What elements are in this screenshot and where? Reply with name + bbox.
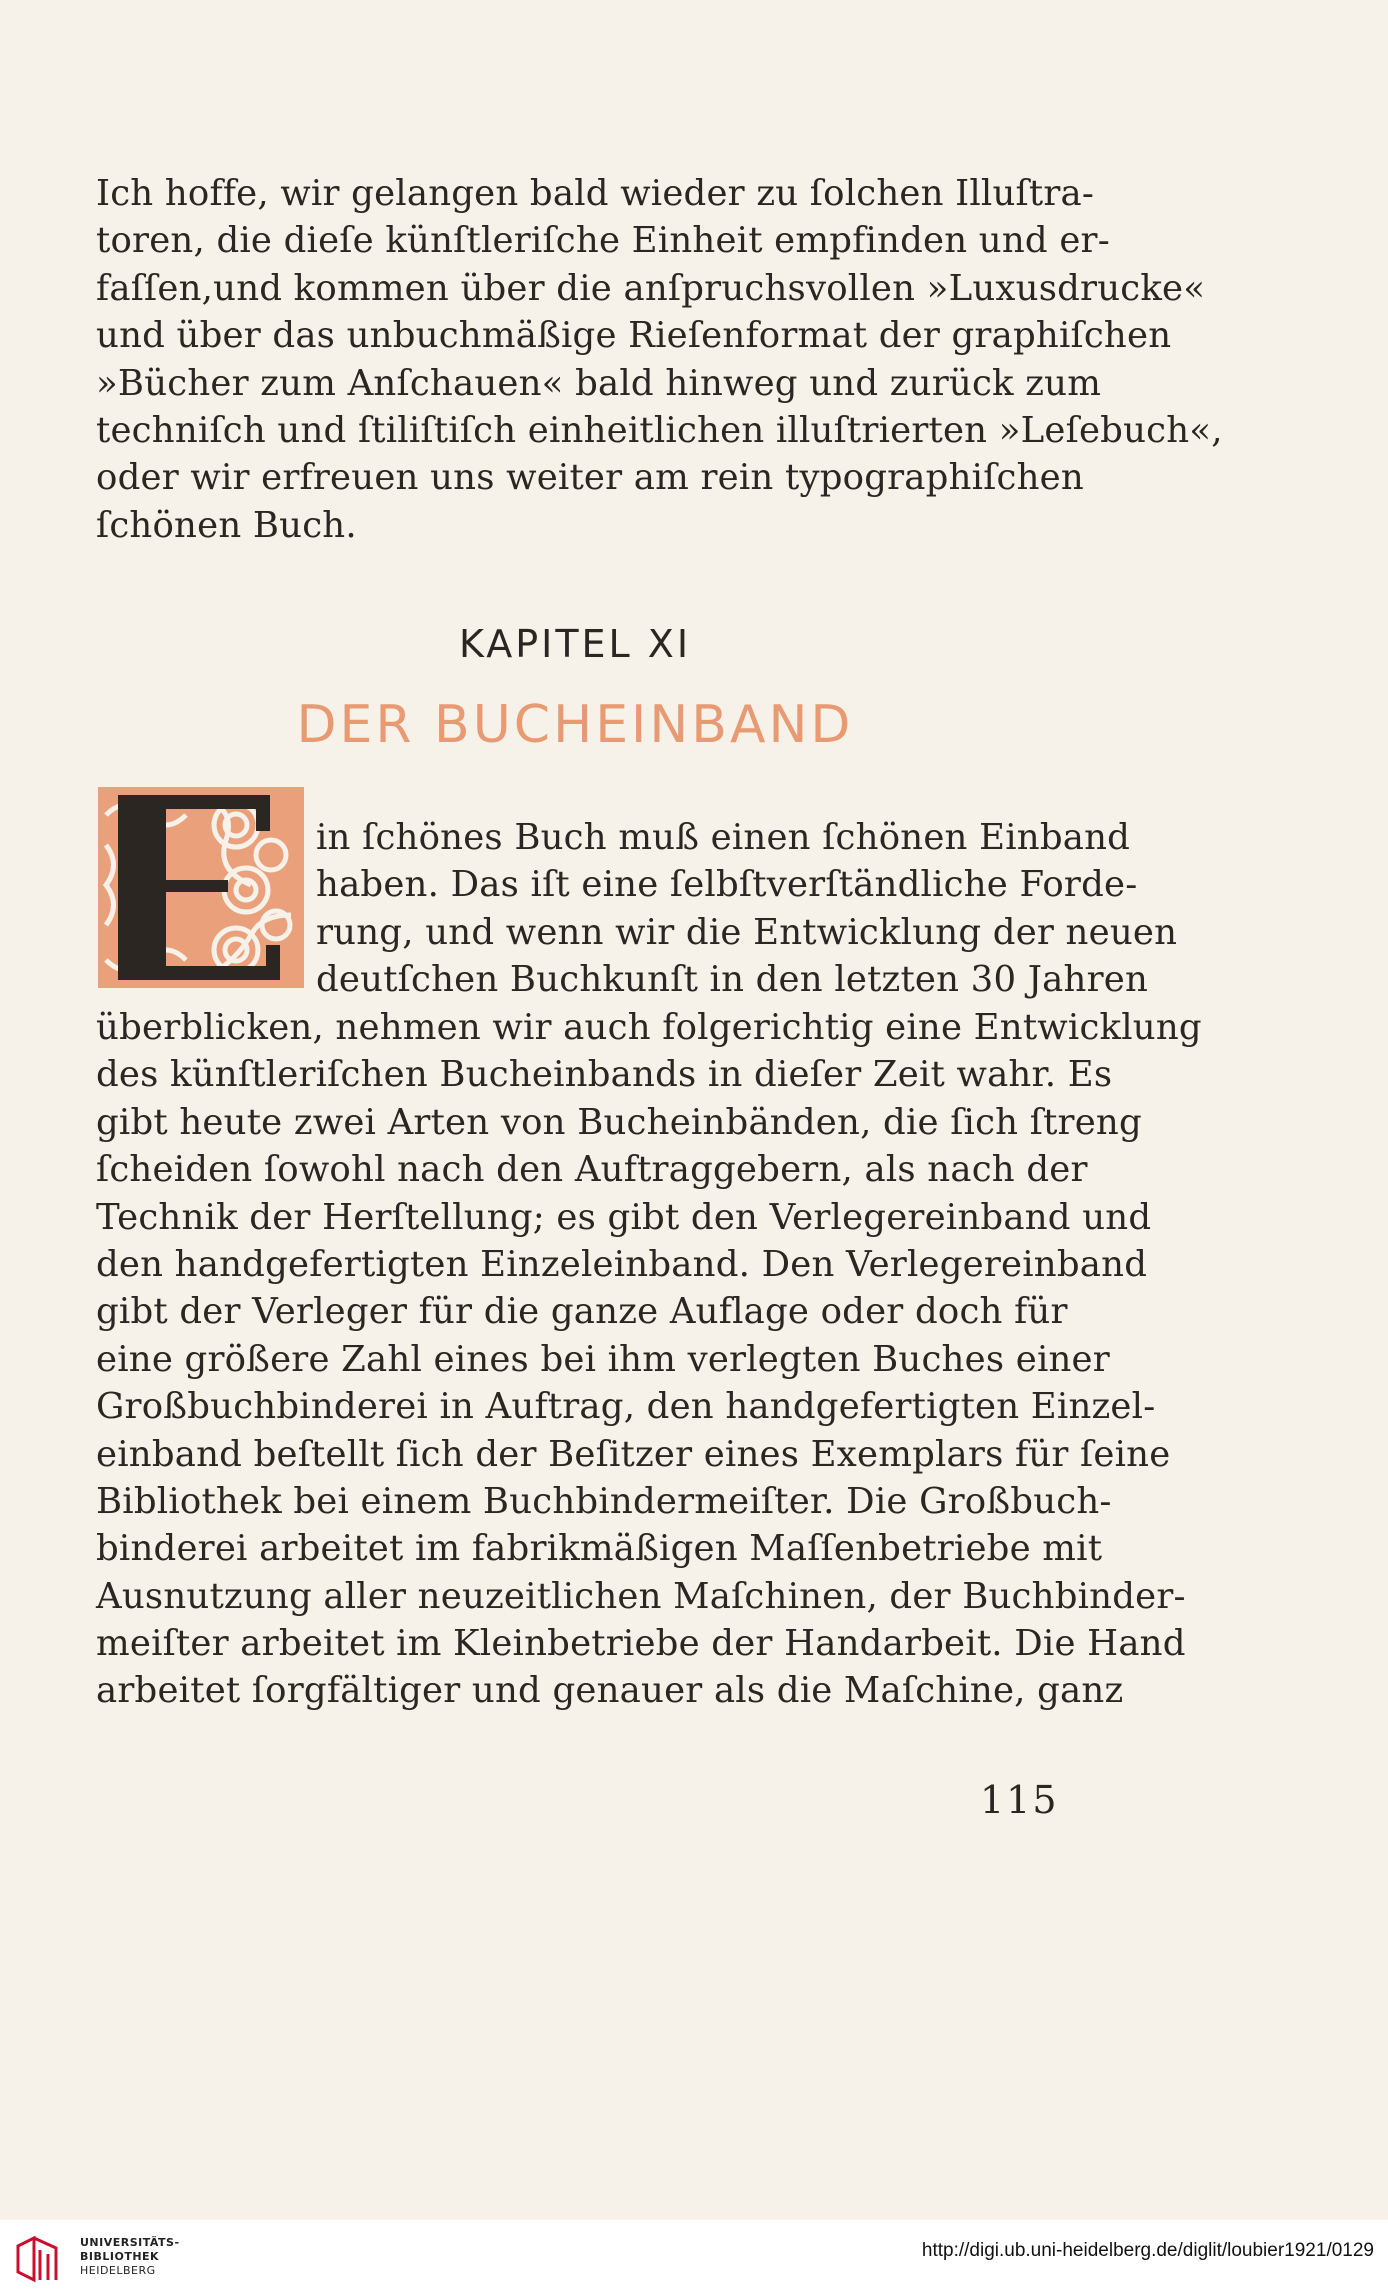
chapter-opening-lines (316, 814, 1178, 1004)
text-line: gibt heute zwei Arten von Bucheinbänden, die ſich ſtreng (96, 1101, 1142, 1143)
text-line: gibt der Verleger für die ganze Auflage oder doch für (96, 1291, 1068, 1333)
text-line: den handgefertigten Einzeleinband. Den Verlegereinband (96, 1243, 1148, 1285)
text-line: in ſchönes Buch muß einen ſchönen Einband (316, 817, 1131, 858)
viewer-footer (0, 2220, 1388, 2294)
text-line: binderei arbeitet im fabrikmäßigen Maſſenbetriebe mit (96, 1528, 1103, 1570)
text-line: des künſtleriſchen Bucheinbands in dieſer Zeit wahr. Es (96, 1054, 1113, 1096)
chapter-label: KAPITEL XI (458, 622, 692, 666)
text-line: toren, die dieſe künſtleriſche Einheit empfinden und er- (96, 220, 1110, 262)
text-line: einband beſtellt ſich der Beſitzer eines Exemplars für ſeine (96, 1433, 1171, 1475)
text-line: Technik der Herſtellung; es gibt den Verlegereinband und (96, 1196, 1152, 1238)
text-line: haben. Das iſt eine ſelbſtverſtändliche Forde- (316, 864, 1138, 906)
library-name-line: UNIVERSITÄTS- (80, 2236, 180, 2249)
library-name-line: HEIDELBERG (80, 2264, 156, 2277)
text-line: faſſen,und kommen über die anſpruchsvollen »Luxusdrucke« (96, 267, 1206, 309)
text-line: »Bücher zum Anſchauen« bald hinweg und zurück zum (96, 362, 1102, 404)
permalink-url[interactable]: http://digi.ub.uni-heidelberg.de/diglit/loubier1921/0129 (921, 2240, 1374, 2261)
chapter-body (96, 1004, 1202, 1715)
text-line: rung, und wenn wir die Entwicklung der neuen (316, 911, 1178, 953)
text-line: techniſch und ſtiliſtiſch einheitlichen illuſtrierten »Leſebuch«, (96, 409, 1223, 451)
page-number: 115 (980, 1778, 1059, 1822)
text-line: meiſter arbeitet im Kleinbetriebe der Handarbeit. Die Hand (96, 1623, 1186, 1665)
text-line: ſcheiden ſowohl nach den Auftraggebern, als nach der (96, 1149, 1088, 1191)
library-name-line: BIBLIOTHEK (80, 2250, 160, 2263)
library-name (80, 2236, 180, 2278)
chapter-title: DER BUCHEINBAND (296, 695, 854, 755)
text-line: oder wir erfreuen uns weiter am rein typographiſchen (96, 457, 1084, 499)
initial-e-icon (96, 785, 306, 990)
text-line: Bibliothek bei einem Buchbindermeiſter. Die Großbuch- (96, 1480, 1112, 1522)
text-line: ſchönen Buch. (96, 504, 357, 546)
text-line: Großbuchbinderei in Auftrag, den handgefertigten Einzel- (96, 1386, 1156, 1428)
text-line: überblicken, nehmen wir auch folgerichtig eine Entwicklung (96, 1007, 1202, 1048)
intro-paragraph (96, 170, 1223, 549)
text-line: Ausnutzung aller neuzeitlichen Maſchinen, der Buchbinder- (96, 1575, 1186, 1617)
text-line: deutſchen Buchkunſt in den letzten 30 Jahren (316, 959, 1149, 1001)
text-line: Ich hoffe, wir gelangen bald wieder zu ſolchen Illuſtra- (96, 173, 1095, 214)
decorated-initial (96, 785, 306, 990)
text-line: arbeitet ſorgfältiger und genauer als die Maſchine, ganz (96, 1670, 1124, 1712)
library-logo-icon[interactable] (12, 2234, 72, 2284)
text-line: und über das unbuchmäßige Rieſenformat der graphiſchen (96, 315, 1172, 357)
text-line: eine größere Zahl eines bei ihm verlegten Buches einer (96, 1338, 1110, 1380)
